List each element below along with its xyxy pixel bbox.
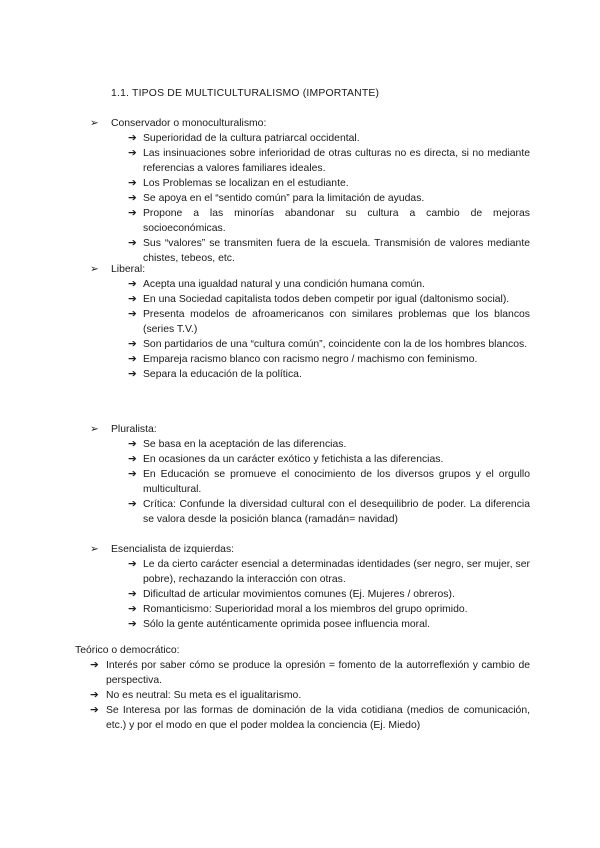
arrow-bullet-icon: ➔	[128, 309, 137, 320]
arrow-bullet-icon: ➔	[128, 589, 137, 600]
list-item-text: Acepta una igualdad natural y una condición humana común.	[143, 279, 425, 290]
list-item	[90, 206, 530, 236]
list-item	[90, 146, 530, 176]
list-item-text: Dificultad de articular movimientos comunes (Ej. Mujeres / obreros).	[143, 589, 455, 600]
list-item-text: Sus “valores” se transmiten fuera de la escuela. Transmisión de valores mediante chistes, tebeos, etc.	[143, 238, 530, 264]
section-teorico	[75, 643, 530, 733]
list-item	[90, 337, 530, 352]
chevron-bullet-icon: ➢	[90, 424, 99, 435]
list-item-text: Empareja racismo blanco con racismo negro / machismo con feminismo.	[143, 354, 478, 365]
section-heading-text: Teórico o democrático:	[75, 645, 180, 656]
list-item	[90, 176, 530, 191]
section-esencialista	[90, 542, 530, 632]
section-heading	[90, 422, 530, 437]
list-item-text: Presenta modelos de afroamericanos con similares problemas que los blancos (series T.V.)	[143, 309, 530, 335]
list-item-text: Superioridad de la cultura patriarcal occidental.	[143, 133, 360, 144]
document-title: 1.1. TIPOS DE MULTICULTURALISMO (IMPORTANTE)	[111, 88, 380, 99]
list-item-text: En ocasiones da un carácter exótico y fetichista a las diferencias.	[143, 454, 444, 465]
chevron-bullet-icon: ➢	[90, 118, 99, 129]
section-heading-text: Esencialista de izquierdas:	[111, 544, 235, 555]
section-heading	[90, 262, 530, 277]
arrow-bullet-icon: ➔	[128, 148, 137, 159]
list-item	[90, 617, 530, 632]
list-item	[90, 587, 530, 602]
list-item	[90, 602, 530, 617]
list-item	[90, 352, 530, 367]
arrow-bullet-icon: ➔	[128, 339, 137, 350]
list-item	[90, 367, 530, 382]
list-item	[75, 658, 530, 688]
list-item	[90, 191, 530, 206]
list-item-text: Le da cierto carácter esencial a determinadas identidades (ser negro, ser mujer, ser pobre), rechazando la interacción con otras.	[143, 559, 530, 585]
list-item-text: Propone a las minorías abandonar su cultura a cambio de mejoras socioeconómicas.	[143, 208, 530, 234]
arrow-bullet-icon: ➔	[90, 660, 99, 671]
arrow-bullet-icon: ➔	[128, 238, 137, 249]
arrow-bullet-icon: ➔	[128, 208, 137, 219]
arrow-bullet-icon: ➔	[128, 178, 137, 189]
list-item-text: Las insinuaciones sobre inferioridad de otras culturas no es directa, si no mediante referencias a valores familiares ideales.	[143, 148, 530, 174]
section-conservador	[90, 116, 530, 266]
list-item-text: Son partidarios de una “cultura común”, coincidente con la de los hombres blancos.	[143, 339, 528, 350]
chevron-bullet-icon: ➢	[90, 544, 99, 555]
section-heading	[90, 116, 530, 131]
section-pluralista	[90, 422, 530, 527]
arrow-bullet-icon: ➔	[128, 559, 137, 570]
list-item-text: Se Interesa por las formas de dominación de la vida cotidiana (medios de comunicación, etc.) y por el modo en que el poder moldea la conciencia (Ej. Miedo)	[106, 705, 530, 731]
arrow-bullet-icon: ➔	[128, 499, 137, 510]
section-heading-text: Liberal:	[111, 264, 146, 275]
arrow-bullet-icon: ➔	[128, 369, 137, 380]
list-item-text: Interés por saber cómo se produce la opresión = fomento de la autorreflexión y cambio de perspectiva.	[106, 660, 530, 686]
list-item	[90, 277, 530, 292]
section-heading	[90, 542, 530, 557]
list-item-text: En Educación se promueve el conocimiento de los diversos grupos y el orgullo multicultural.	[143, 469, 530, 495]
arrow-bullet-icon: ➔	[128, 604, 137, 615]
list-item-text: Los Problemas se localizan en el estudiante.	[143, 178, 349, 189]
list-item	[90, 131, 530, 146]
arrow-bullet-icon: ➔	[128, 469, 137, 480]
list-item-text: Separa la educación de la política.	[143, 369, 302, 380]
arrow-bullet-icon: ➔	[128, 454, 137, 465]
list-item	[90, 452, 530, 467]
list-item-text: En una Sociedad capitalista todos deben competir por igual (daltonismo social).	[143, 294, 510, 305]
list-item	[90, 292, 530, 307]
list-item-text: Se basa en la aceptación de las diferencias.	[143, 439, 347, 450]
list-item	[90, 557, 530, 587]
list-item	[90, 437, 530, 452]
list-item	[90, 497, 530, 527]
arrow-bullet-icon: ➔	[90, 705, 99, 716]
arrow-bullet-icon: ➔	[128, 439, 137, 450]
list-item	[75, 703, 530, 733]
chevron-bullet-icon: ➢	[90, 264, 99, 275]
list-item-text: Crítica: Confunde la diversidad cultural con el desequilibrio de poder. La diferencia se valora desde la posición blanca (ramadán= navidad)	[143, 499, 530, 525]
list-item	[90, 467, 530, 497]
list-item-text: No es neutral: Su meta es el igualitarismo.	[106, 690, 302, 701]
section-heading-text: Pluralista:	[111, 424, 157, 435]
list-item-text: Sólo la gente auténticamente oprimida posee influencia moral.	[143, 619, 431, 630]
arrow-bullet-icon: ➔	[128, 279, 137, 290]
arrow-bullet-icon: ➔	[128, 354, 137, 365]
arrow-bullet-icon: ➔	[128, 619, 137, 630]
arrow-bullet-icon: ➔	[128, 133, 137, 144]
section-heading-text: Conservador o monoculturalismo:	[111, 118, 267, 129]
section-liberal	[90, 262, 530, 382]
arrow-bullet-icon: ➔	[90, 690, 99, 701]
list-item	[75, 688, 530, 703]
arrow-bullet-icon: ➔	[128, 193, 137, 204]
list-item-text: Romanticismo: Superioridad moral a los miembros del grupo oprimido.	[143, 604, 468, 615]
list-item	[90, 307, 530, 337]
list-item-text: Se apoya en el “sentido común” para la limitación de ayudas.	[143, 193, 425, 204]
arrow-bullet-icon: ➔	[128, 294, 137, 305]
